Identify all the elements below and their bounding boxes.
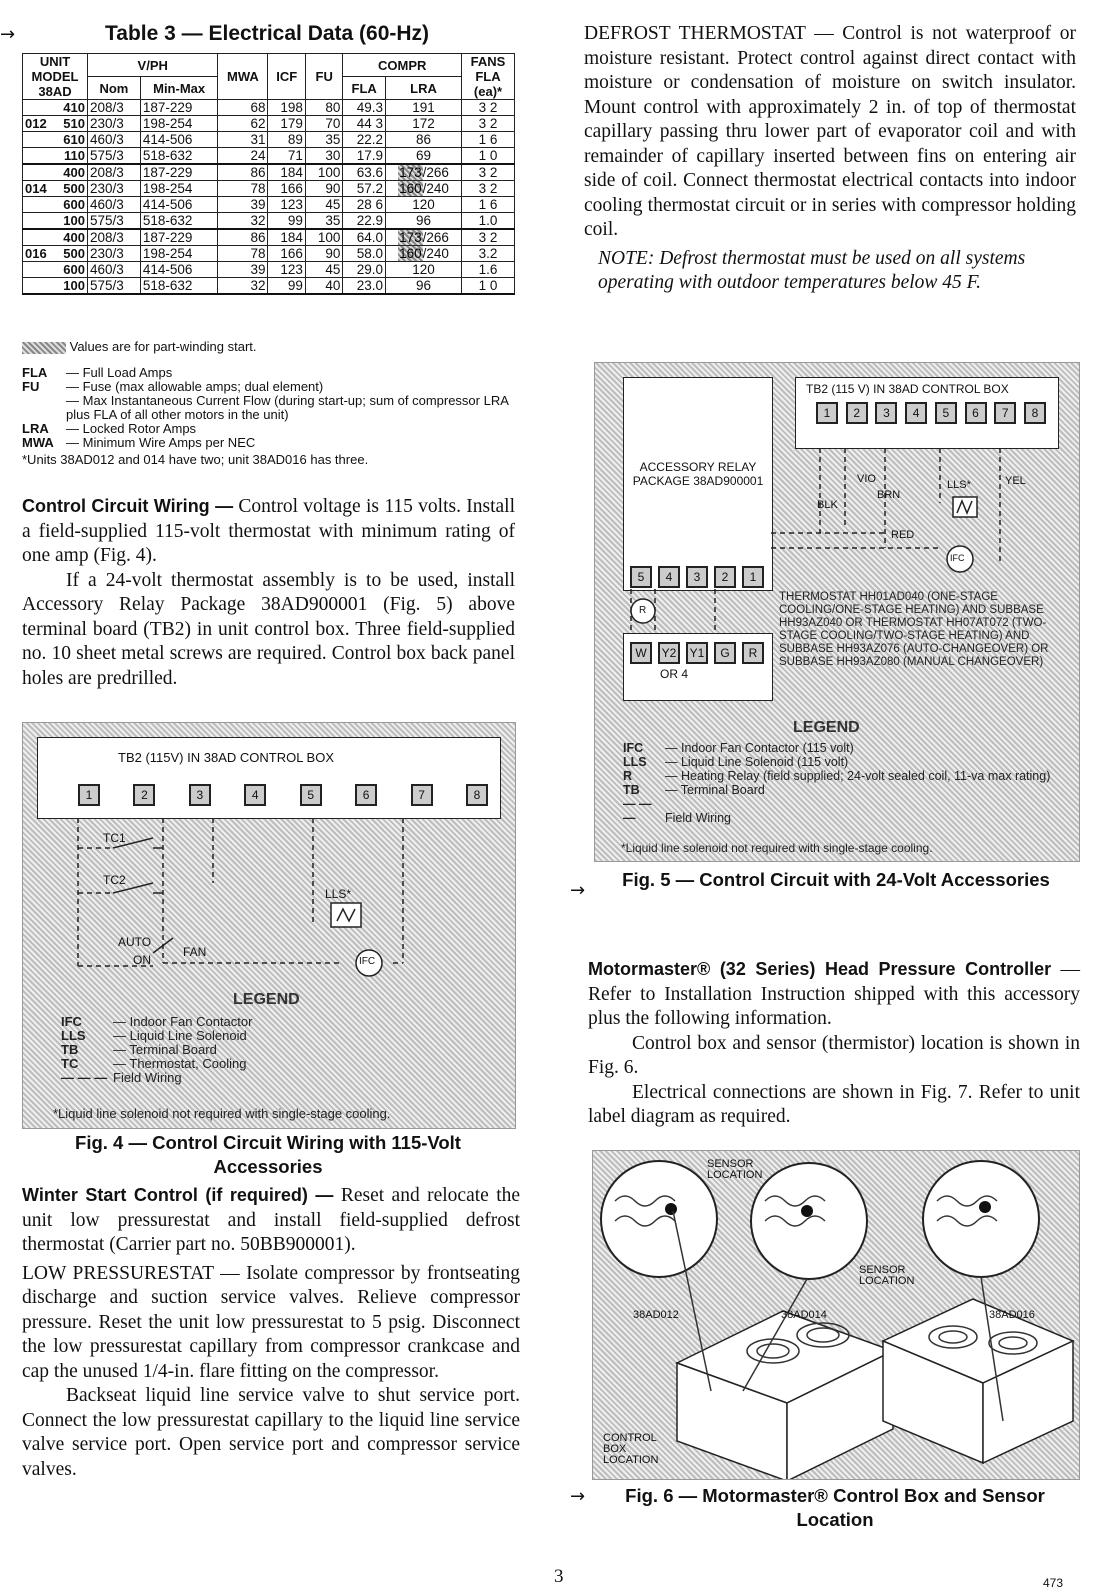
header-icf: ICF [268,54,305,100]
margin-arrow: → [570,880,586,901]
icf-cell: 99 [268,213,305,230]
lra-cell [385,278,461,295]
fig5-thermostat-note: THERMOSTAT HH01AD040 (ONE-STAGE COOLING/ONE-STAGE HEATING) AND SUBBASE HH93AZ040 OR THERMOSTAT HH07AT072 (TWO-STAGE COOLING/TWO-STAGE HEATING) AND SUBBASE HH93AZ076 (AUTO-CHANGEOVER) OR SUBBASE HH93AZ080 (MANUAL CHANGEOVER) [779,591,1049,668]
fu-cell: 45 [305,197,342,213]
lra-value: 191 [412,100,435,115]
icf-cell: 166 [268,246,305,262]
fans-cell: 3.2 [462,246,515,262]
fans-cell: 3 2 [462,116,515,132]
fu-cell: 100 [305,229,342,246]
icf-cell: 123 [268,197,305,213]
fig5-tb-terminal: 7 [994,402,1016,424]
lra-part-winding: 173 [399,230,422,245]
fig5-relay-terminal: 3 [686,566,708,588]
fig4-terminal: 4 [244,784,266,806]
defrost-text: — Control is not waterproof or moisture resistant. Protect control against direct contact with moisture or condensation of moisture on switch insulator. Mount control with approximately 2 in. of top of thermostat capillary passing thru lower part of evaporator coil and with remainder of capillary inserted between fins on entering air side of coil. Connect thermostat electrical contacts into indoor cooling thermostat circuit or in series with compressor holding coil. [584,23,1076,240]
fig5-red-label: RED [891,529,915,541]
fig4-caption: Fig. 4 — Control Circuit Wiring with 115-Volt Accessories [75,1132,461,1177]
mwa-cell: 78 [218,246,268,262]
fu-cell: 90 [305,246,342,262]
mwa-cell: 24 [218,148,268,165]
model-cell [23,116,88,132]
model-cell [23,148,88,165]
abbrev-fu: FU — Fuse (max allowable amps; dual element) [22,379,324,394]
fig4-legend: IFC — Indoor Fan Contactor LLS — Liquid Line Solenoid TB — Terminal Board TC — Thermostat, Cooling — — — Field Wiring [61,1014,253,1085]
icf-cell: 89 [268,132,305,148]
minmax-cell: 414-506 [140,197,218,213]
fla-cell: 29.0 [343,262,386,278]
unit-code: 410 [63,100,85,115]
motormaster-heading: Motormaster® (32 Series) Head Pressure Controller [588,959,1052,979]
lra-cell [385,164,461,181]
nom-cell: 230/3 [88,116,141,132]
fig4-diagram [22,722,516,1129]
fig5-yel-label: YEL [1005,475,1026,487]
model-cell [23,132,88,148]
fu-cell: 40 [305,278,342,295]
fig5-or-label: OR 4 [659,667,688,681]
lra-cell [385,213,461,230]
part-winding-swatch [22,342,66,354]
abbrev-lra: LRA — Locked Rotor Amps [22,421,197,436]
fig5-tb-terminal: 6 [965,402,987,424]
minmax-cell: 198-254 [140,181,218,197]
fig4-fan-label: FAN [183,945,207,959]
fig5-r-label: R [639,605,647,616]
lra-cell [385,197,461,213]
fig5-tb-terminal: 3 [875,402,897,424]
fig6-caption: Fig. 6 — Motormaster® Control Box and Sensor Location [625,1485,1045,1530]
table-row [23,148,515,165]
nom-cell: 208/3 [88,164,141,181]
model-number: 014 [25,181,47,196]
nom-cell: 575/3 [88,148,141,165]
winter-start-section [22,1183,520,1482]
fu-cell: 100 [305,164,342,181]
fans-cell: 1 0 [462,148,515,165]
motormaster-section [588,957,1080,1130]
fig5-tb-label: TB2 (115 V) IN 38AD CONTROL BOX [806,382,1009,396]
table-row [23,197,515,213]
fu-cell: 35 [305,213,342,230]
fig4-terminal: 3 [189,784,211,806]
mwa-cell: 86 [218,164,268,181]
fig5-vio-label: VIO [857,473,876,485]
fig6-sensor-label-top: SENSOR LOCATION [707,1158,763,1181]
icf-cell: 99 [268,278,305,295]
lra-cell [385,148,461,165]
defrost-heading: DEFROST THERMOSTAT [584,23,806,44]
lra-cell [385,181,461,197]
fig5-relay-terminal: 1 [742,566,764,588]
header-mwa: MWA [218,54,268,100]
nom-cell: 460/3 [88,197,141,213]
fig4-note: *Liquid line solenoid not required with single-stage cooling. [53,1106,391,1121]
mwa-cell: 62 [218,116,268,132]
fig5-legend-title: LEGEND [793,719,860,736]
model-cell [23,246,88,262]
table3-title: Table 3 — Electrical Data (60-Hz) [105,22,430,45]
minmax-cell: 198-254 [140,116,218,132]
control-circuit-section [22,494,515,691]
relay-paragraph: If a 24-volt thermostat assembly is to be used, install Accessory Relay Package 38AD900001 (Fig. 5) above terminal board (TB2) in unit control box. Three field-supplied no. 10 sheet metal screws are required. Control box back panel holes are predrilled. [22,569,515,689]
unit-code: 610 [63,132,85,147]
fu-cell: 30 [305,148,342,165]
mwa-cell: 39 [218,262,268,278]
nom-cell: 208/3 [88,100,141,116]
unit-code: 100 [63,213,85,228]
lra-part-winding: 160 [399,181,422,196]
model-cell [23,100,88,116]
mwa-cell: 68 [218,100,268,116]
unit-code: 500 [63,246,85,261]
minmax-cell: 187-229 [140,164,218,181]
lra-cell [385,132,461,148]
fu-cell: 35 [305,132,342,148]
fla-cell: 44 3 [343,116,386,132]
fans-cell: 1 6 [462,132,515,148]
defrost-section [584,22,1076,296]
minmax-cell: 187-229 [140,100,218,116]
icf-cell: 123 [268,262,305,278]
fig6-model-012: 38AD012 [633,1309,679,1321]
fig5-thermostat-terminal: G [714,642,736,664]
mwa-cell: 78 [218,181,268,197]
fig5-legend: IFC — Indoor Fan Contactor (115 volt) LLS — Liquid Line Solenoid (115 volt) R — Heating Relay (field supplied; 24-volt sealed coil, 11-va max rating) TB — Terminal Board — — — Field Wiring [623,741,1051,825]
fig4-tc1-label: TC1 [103,831,126,845]
mwa-cell: 31 [218,132,268,148]
nom-cell: 208/3 [88,229,141,246]
fla-cell: 58.0 [343,246,386,262]
model-cell [23,229,88,246]
table-row [23,246,515,262]
icf-cell: 198 [268,100,305,116]
minmax-cell: 518-632 [140,148,218,165]
header-nom: Nom [88,77,141,100]
unit-code: 600 [63,262,85,277]
fig6-model-016: 38AD016 [989,1309,1035,1321]
lra-cell [385,246,461,262]
winter-start-heading: Winter Start Control (if required) — [22,1185,334,1205]
abbrev-icf: — Max Instantaneous Current Flow (during start-up; sum of compressor LRA plus FLA of all other motors in the unit) [66,393,509,422]
fig5-tb-terminal: 5 [935,402,957,424]
nom-cell: 575/3 [88,213,141,230]
header-lra: LRA [385,77,461,100]
fla-cell: 17.9 [343,148,386,165]
document-code: 473 [1043,1576,1064,1590]
margin-arrow: → [570,1486,586,1507]
fig5-tb-terminal: 2 [846,402,868,424]
minmax-cell: 187-229 [140,229,218,246]
table-row [23,262,515,278]
fig5-relay-label: ACCESSORY RELAY PACKAGE 38AD900001 [632,460,764,488]
motormaster-text: — Refer to Installation Instruction shipped with this accessory plus the following information. [588,959,1081,1029]
fig6-detail-014 [751,1163,867,1279]
header-minmax: Min-Max [140,77,218,100]
header-unit-model: UNIT MODEL 38AD [23,54,88,100]
fig6-sensor-label-mid: SENSOR LOCATION [859,1264,915,1287]
abbrev-fla: FLA — Full Load Amps [22,365,173,380]
fig4-terminal: 5 [300,784,322,806]
fig5-thermostat-terminal: Y1 [686,642,708,664]
lra-part-winding: 173 [399,165,422,180]
table-row [23,229,515,246]
model-cell [23,278,88,295]
fig5-lls-label: LLS* [947,479,971,491]
lra-value: /266 [422,165,449,180]
minmax-cell: 414-506 [140,132,218,148]
lra-value: 172 [412,116,435,131]
fig4-terminal: 6 [355,784,377,806]
nom-cell: 460/3 [88,132,141,148]
fig4-tb-label: TB2 (115V) IN 38AD CONTROL BOX [118,750,335,765]
model-cell [23,197,88,213]
fans-cell: 1 6 [462,197,515,213]
fig5-tb-terminal: 1 [816,402,838,424]
fig5-tb-terminal: 8 [1024,402,1046,424]
fans-cell: 1 0 [462,278,515,295]
lra-value: 120 [412,262,435,277]
fig5-relay-terminal: 2 [714,566,736,588]
header-vph: V/PH [88,54,218,77]
fu-cell: 90 [305,181,342,197]
unit-code: 400 [63,165,85,180]
unit-code: 510 [63,116,85,131]
fla-cell: 57.2 [343,181,386,197]
nom-cell: 230/3 [88,246,141,262]
fans-cell: 3 2 [462,164,515,181]
fig4-terminal: 1 [78,784,100,806]
table-row [23,100,515,116]
fig5-thermostat-terminal: R [742,642,764,664]
fig5-brn-label: BRN [877,489,901,501]
lra-value: /240 [422,246,449,261]
fans-cell: 1.6 [462,262,515,278]
mwa-cell: 39 [218,197,268,213]
header-fans: FANS FLA (ea)* [462,54,515,100]
model-number: 012 [25,116,47,131]
fig5-ifc-label: IFC [950,553,965,563]
unit-code: 600 [63,197,85,212]
page-number: 3 [554,1566,564,1587]
nom-cell: 230/3 [88,181,141,197]
fig4-terminal: 8 [466,784,488,806]
table-row [23,278,515,295]
fans-cell: 3 2 [462,100,515,116]
fu-cell: 80 [305,100,342,116]
fig5-tb-terminal: 4 [905,402,927,424]
fu-cell: 70 [305,116,342,132]
minmax-cell: 198-254 [140,246,218,262]
lra-cell [385,100,461,116]
nom-cell: 460/3 [88,262,141,278]
table-row [23,116,515,132]
part-winding-note: Values are for part-winding start. [22,340,257,354]
fu-cell: 45 [305,262,342,278]
mwa-cell: 32 [218,213,268,230]
model-cell [23,164,88,181]
header-compr: COMPR [343,54,462,77]
lra-part-winding: 160 [399,246,422,261]
fig6-control-box-label: CONTROL BOX LOCATION [603,1432,659,1466]
fig5-relay-terminal: 5 [630,566,652,588]
fig5-thermostat-terminal: Y2 [658,642,680,664]
lra-cell [385,262,461,278]
fans-cell: 1.0 [462,213,515,230]
control-circuit-heading: Control Circuit Wiring — [22,496,234,516]
electrical-data-table [22,53,515,295]
mwa-cell: 86 [218,229,268,246]
lra-value: /266 [422,230,449,245]
fla-cell: 49.3 [343,100,386,116]
fla-cell: 64.0 [343,229,386,246]
table-row [23,132,515,148]
table-row [23,181,515,197]
margin-arrow: → [0,24,16,45]
fig5-relay-terminal: 4 [658,566,680,588]
model-number: 016 [25,246,47,261]
table-row [23,213,515,230]
lra-value: 69 [415,148,431,163]
icf-cell: 184 [268,229,305,246]
low-pressurestat-heading: LOW PRESSURESTAT [22,1262,214,1284]
abbrev-mwa: MWA — Minimum Wire Amps per NEC [22,435,256,450]
low-pressurestat-text: — Isolate compressor by frontseating discharge and suction service valves. Relieve compressor pressure. Reset the unit low pressurestat to 5 psig. Disconnect the low pressurestat capillary from compressor crankcase and cap the unused 1/4-in. flare fitting on the compressor. [22,1262,520,1382]
fla-cell: 23.0 [343,278,386,295]
fig5-thermostat-terminal: W [630,642,652,664]
unit-code: 400 [63,230,85,245]
icf-cell: 179 [268,116,305,132]
model-cell [23,181,88,197]
model-cell [23,262,88,278]
lra-value: 96 [415,213,431,228]
fans-footnote: *Units 38AD012 and 014 have two; unit 38AD016 has three. [22,452,369,467]
fig5-note: *Liquid line solenoid not required with single-stage cooling. [621,841,933,855]
fig4-legend-title: LEGEND [233,991,300,1008]
lra-value: /240 [422,181,449,196]
lra-value: 96 [415,278,431,293]
icf-cell: 166 [268,181,305,197]
fig4-terminal: 2 [133,784,155,806]
header-fu: FU [305,54,342,100]
defrost-note: NOTE: Defrost thermostat must be used on all systems operating with outdoor temperatures below 45 F. [598,247,1026,293]
fig5-caption: Fig. 5 — Control Circuit with 24-Volt Accessories [622,869,1050,890]
unit-code: 110 [64,148,85,163]
fig6-illustration [592,1150,1080,1480]
icf-cell: 184 [268,164,305,181]
minmax-cell: 518-632 [140,213,218,230]
fla-cell: 22.9 [343,213,386,230]
fig5-blk-label: BLK [817,499,838,511]
unit-code: 500 [63,181,85,196]
winter-start-text: Reset and relocate the unit low pressurestat and install field-supplied defrost thermostat (Carrier part no. 50BB900001). [22,1185,521,1255]
motormaster-p2: Control box and sensor (thermistor) location is shown in Fig. 6. [588,1032,1080,1078]
model-cell [23,213,88,230]
fig4-auto-label: AUTO [118,935,152,949]
control-circuit-text: Control voltage is 115 volts. Install a field-supplied 115-volt thermostat with minimum rating of one amp (Fig. 4). [22,496,515,566]
icf-cell: 71 [268,148,305,165]
fig4-lls-label: LLS* [325,887,352,901]
minmax-cell: 414-506 [140,262,218,278]
unit-code: 100 [63,278,85,293]
lra-value: 86 [415,132,431,147]
lra-value: 120 [412,197,435,212]
header-fla: FLA [343,77,386,100]
motormaster-p3: Electrical connections are shown in Fig. 7. Refer to unit label diagram as required. [588,1081,1080,1127]
fig5-diagram [594,362,1080,862]
abbreviation-list [22,366,517,467]
nom-cell: 575/3 [88,278,141,295]
lra-cell [385,116,461,132]
fans-cell: 3 2 [462,181,515,197]
fig4-terminal: 7 [411,784,433,806]
fig4-on-label: ON [133,953,151,967]
fla-cell: 22.2 [343,132,386,148]
lra-cell [385,229,461,246]
fans-cell: 3 2 [462,229,515,246]
fla-cell: 63.6 [343,164,386,181]
mwa-cell: 32 [218,278,268,295]
fla-cell: 28 6 [343,197,386,213]
fig4-tc2-label: TC2 [103,873,126,887]
backseat-paragraph: Backseat liquid line service valve to shut service port. Connect the low pressurestat capillary to the liquid line service valve service port. Open service port and compressor service valves. [22,1385,520,1480]
fig4-ifc-label: IFC [359,956,376,967]
minmax-cell: 518-632 [140,278,218,295]
table-row [23,164,515,181]
fig6-model-014: 38AD014 [781,1309,827,1321]
